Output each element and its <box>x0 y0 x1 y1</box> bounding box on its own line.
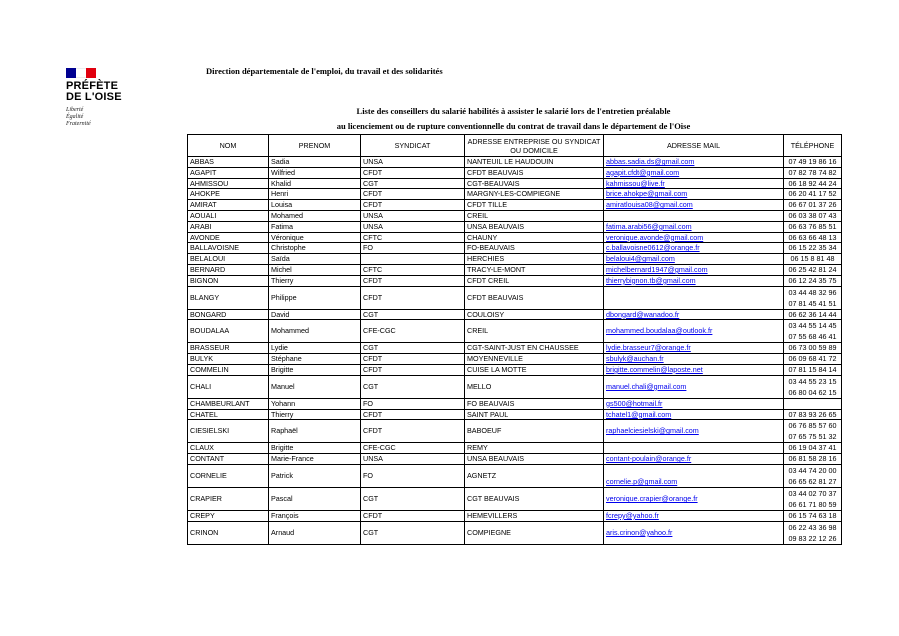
telephone-number: 06 15 8 81 48 <box>790 254 835 264</box>
cell-adresse: CHAUNY <box>465 232 604 243</box>
cell-syndicat: CFDT <box>361 420 465 443</box>
cell-mail[interactable]: lydie.brasseur7@orange.fr <box>604 343 784 354</box>
telephone-number: 06 25 42 81 24 <box>788 264 837 274</box>
cell-nom: CHAMBEURLANT <box>188 398 269 409</box>
cell-mail[interactable]: kahmissou@live.fr <box>604 178 784 189</box>
cell-prenom: Raphaël <box>269 420 361 443</box>
cell-nom: BERNARD <box>188 264 269 275</box>
table-row <box>188 354 842 365</box>
cell-syndicat: CFDT <box>361 354 465 365</box>
telephone-number: 07 65 75 51 32 <box>788 432 837 442</box>
table-row <box>188 398 842 409</box>
cell-telephone <box>784 409 842 420</box>
table-row <box>188 521 842 544</box>
cell-nom: BALLAVOISNE <box>188 243 269 254</box>
table-row <box>188 343 842 354</box>
cell-prenom: Henri <box>269 189 361 200</box>
table-row <box>188 364 842 375</box>
cell-adresse: HEMEVILLERS <box>465 510 604 521</box>
cell-telephone <box>784 464 842 487</box>
telephone-number: 06 80 04 62 15 <box>788 387 837 397</box>
telephone-number: 03 44 55 23 15 <box>788 376 837 386</box>
table-row <box>188 409 842 420</box>
advisors-table <box>187 134 842 545</box>
cell-telephone <box>784 521 842 544</box>
cell-telephone <box>784 320 842 343</box>
table-row <box>188 221 842 232</box>
cell-nom: CHATEL <box>188 409 269 420</box>
telephone-number: 09 83 22 12 26 <box>788 533 837 543</box>
cell-telephone <box>784 221 842 232</box>
cell-syndicat: CFDT <box>361 409 465 420</box>
cell-syndicat: UNSA <box>361 221 465 232</box>
cell-nom: AGAPIT <box>188 167 269 178</box>
cell-adresse: SAINT PAUL <box>465 409 604 420</box>
cell-mail[interactable]: michelbernard1947@gmail.com <box>604 264 784 275</box>
cell-telephone <box>784 264 842 275</box>
telephone-number: 07 82 78 74 82 <box>788 167 837 177</box>
cell-syndicat: CFDT <box>361 510 465 521</box>
cell-telephone <box>784 364 842 375</box>
cell-adresse: CREIL <box>465 210 604 221</box>
telephone-number: 07 55 68 46 41 <box>788 332 837 342</box>
cell-syndicat: CFTC <box>361 232 465 243</box>
cell-mail[interactable]: veronique.avonde@gmail.com <box>604 232 784 243</box>
cell-adresse: CGT BEAUVAIS <box>465 487 604 510</box>
table-row <box>188 454 842 465</box>
cell-syndicat: UNSA <box>361 210 465 221</box>
telephone-number: 03 44 02 70 37 <box>788 488 837 498</box>
column-header-nom: NOM <box>188 135 269 157</box>
cell-syndicat: FO <box>361 398 465 409</box>
telephone-number: 06 22 43 36 98 <box>788 522 837 532</box>
cell-telephone <box>784 510 842 521</box>
cell-adresse: MOYENNEVILLE <box>465 354 604 365</box>
cell-mail[interactable]: veronique.crapier@orange.fr <box>604 487 784 510</box>
cell-prenom: Sadia <box>269 157 361 168</box>
cell-prenom: François <box>269 510 361 521</box>
direction-title: Direction départementale de l'emploi, du travail et des solidarités <box>206 66 443 76</box>
cell-telephone <box>784 200 842 211</box>
cell-syndicat: CGT <box>361 521 465 544</box>
cell-prenom: Thierry <box>269 275 361 286</box>
cell-mail[interactable]: raphaelciesielski@gmail.com <box>604 420 784 443</box>
cell-syndicat: FO <box>361 243 465 254</box>
cell-prenom: Mohamed <box>269 210 361 221</box>
cell-telephone <box>784 398 842 409</box>
table-row <box>188 275 842 286</box>
document-title-line1: Liste des conseillers du salarié habilités à assister le salarié lors de l'entretien préalable <box>356 106 671 116</box>
cell-syndicat: FO <box>361 464 465 487</box>
cell-mail[interactable]: cornelie.p@gmail.com <box>604 464 784 487</box>
cell-mail[interactable]: c.ballavoisne0612@orange.fr <box>604 243 784 254</box>
cell-nom: BONGARD <box>188 309 269 320</box>
column-header-telephone: TÉLÉPHONE <box>784 135 842 157</box>
cell-mail[interactable]: abbas.sadia.ds@gmail.com <box>604 157 784 168</box>
cell-syndicat: UNSA <box>361 157 465 168</box>
prefecture-logo <box>66 68 146 128</box>
telephone-number: 07 49 19 86 16 <box>788 157 837 166</box>
cell-adresse: HERCHIES <box>465 254 604 265</box>
cell-syndicat <box>361 254 465 265</box>
telephone-number: 06 73 00 59 89 <box>788 343 837 353</box>
cell-adresse: AGNETZ <box>465 464 604 487</box>
cell-prenom: Saïda <box>269 254 361 265</box>
cell-mail[interactable]: thierrybignon.tb@gmail.com <box>604 275 784 286</box>
cell-adresse: CREIL <box>465 320 604 343</box>
telephone-number: 06 67 01 37 26 <box>788 200 837 210</box>
cell-nom: BRASSEUR <box>188 343 269 354</box>
cell-syndicat: UNSA <box>361 454 465 465</box>
telephone-number: 06 81 58 28 16 <box>788 454 837 464</box>
column-header-syndicat: SYNDICAT <box>361 135 465 157</box>
cell-telephone <box>784 254 842 265</box>
cell-nom: CONTANT <box>188 454 269 465</box>
cell-adresse: REMY <box>465 443 604 454</box>
table-row <box>188 243 842 254</box>
telephone-number: 07 81 45 41 51 <box>788 298 837 308</box>
table-row <box>188 375 842 398</box>
cell-prenom: Marie-France <box>269 454 361 465</box>
cell-adresse: CFDT TILLE <box>465 200 604 211</box>
telephone-number: 06 15 22 35 34 <box>788 243 837 253</box>
cell-telephone <box>784 243 842 254</box>
cell-prenom: Thierry <box>269 409 361 420</box>
cell-prenom: Yohann <box>269 398 361 409</box>
cell-prenom: Philippe <box>269 286 361 309</box>
table-row <box>188 464 842 487</box>
cell-telephone <box>784 275 842 286</box>
cell-adresse: BABOEUF <box>465 420 604 443</box>
telephone-number: 06 18 92 44 24 <box>788 178 837 188</box>
cell-mail <box>604 443 784 454</box>
republic-motto <box>66 107 146 128</box>
cell-prenom: Patrick <box>269 464 361 487</box>
cell-nom: COMMELIN <box>188 364 269 375</box>
table-row <box>188 443 842 454</box>
cell-telephone <box>784 420 842 443</box>
table-row <box>188 178 842 189</box>
table-row <box>188 487 842 510</box>
cell-adresse: MELLO <box>465 375 604 398</box>
cell-nom: CHALI <box>188 375 269 398</box>
cell-mail[interactable]: tchatel1@gmail.com <box>604 409 784 420</box>
cell-mail[interactable]: contant-poulain@orange.fr <box>604 454 784 465</box>
logo-line1: PRÉFÈTE <box>66 80 119 92</box>
tricolor-flag-icon <box>66 68 96 78</box>
cell-telephone <box>784 354 842 365</box>
telephone-number: 06 62 36 14 44 <box>788 309 837 319</box>
cell-prenom: Manuel <box>269 375 361 398</box>
cell-syndicat: CFDT <box>361 200 465 211</box>
telephone-number: 06 09 68 41 72 <box>788 354 837 364</box>
telephone-number: 07 81 15 84 14 <box>788 364 837 374</box>
table-row <box>188 200 842 211</box>
cell-nom: AOUALI <box>188 210 269 221</box>
cell-mail[interactable]: belaloui4@gmail.com <box>604 254 784 265</box>
cell-nom: BOUDALAA <box>188 320 269 343</box>
telephone-number: 06 76 85 57 60 <box>788 421 837 431</box>
cell-prenom: Louisa <box>269 200 361 211</box>
cell-telephone <box>784 210 842 221</box>
cell-telephone <box>784 232 842 243</box>
table-row <box>188 210 842 221</box>
cell-adresse: CFDT BEAUVAIS <box>465 286 604 309</box>
cell-syndicat: CGT <box>361 487 465 510</box>
cell-mail[interactable]: dbongard@wanadoo.fr <box>604 309 784 320</box>
table-row <box>188 309 842 320</box>
cell-adresse: UNSA BEAUVAIS <box>465 454 604 465</box>
cell-telephone <box>784 375 842 398</box>
cell-mail <box>604 210 784 221</box>
cell-syndicat: CGT <box>361 178 465 189</box>
telephone-number: 06 63 66 48 13 <box>788 232 837 242</box>
cell-syndicat: CFDT <box>361 286 465 309</box>
cell-prenom: Pascal <box>269 487 361 510</box>
telephone-number: 03 44 55 14 45 <box>788 321 837 331</box>
cell-adresse: COULOISY <box>465 309 604 320</box>
cell-adresse: MARGNY-LES-COMPIEGNE <box>465 189 604 200</box>
table-row <box>188 320 842 343</box>
telephone-number: 06 12 24 35 75 <box>788 275 837 285</box>
cell-prenom: Michel <box>269 264 361 275</box>
cell-adresse: COMPIEGNE <box>465 521 604 544</box>
table-row <box>188 232 842 243</box>
cell-adresse: CGT-SAINT-JUST EN CHAUSSEE <box>465 343 604 354</box>
cell-nom: AHOKPE <box>188 189 269 200</box>
logo-line2: DE L'OISE <box>66 91 122 103</box>
cell-mail[interactable]: manuel.chali@gmail.com <box>604 375 784 398</box>
table-row <box>188 264 842 275</box>
cell-mail[interactable]: sbulyk@auchan.fr <box>604 354 784 365</box>
cell-syndicat: CFDT <box>361 364 465 375</box>
cell-nom: AHMISSOU <box>188 178 269 189</box>
cell-nom: CREPY <box>188 510 269 521</box>
cell-nom: CLAUX <box>188 443 269 454</box>
cell-telephone <box>784 443 842 454</box>
cell-adresse: CGT-BEAUVAIS <box>465 178 604 189</box>
telephone-number: 03 44 74 20 00 <box>788 465 837 475</box>
motto-liberte: Liberté <box>66 107 84 113</box>
cell-nom: ARABI <box>188 221 269 232</box>
cell-prenom: Christophe <box>269 243 361 254</box>
cell-syndicat: CFE-CGC <box>361 443 465 454</box>
cell-prenom: Arnaud <box>269 521 361 544</box>
cell-adresse: UNSA BEAUVAIS <box>465 221 604 232</box>
cell-mail <box>604 286 784 309</box>
cell-syndicat: CFDT <box>361 167 465 178</box>
cell-nom: CORNELIE <box>188 464 269 487</box>
cell-mail[interactable]: mohammed.boudalaa@outlook.fr <box>604 320 784 343</box>
cell-prenom: Wilfried <box>269 167 361 178</box>
cell-adresse: NANTEUIL LE HAUDOUIN <box>465 157 604 168</box>
cell-nom: BIGNON <box>188 275 269 286</box>
cell-nom: BULYK <box>188 354 269 365</box>
cell-adresse: CFDT BEAUVAIS <box>465 167 604 178</box>
cell-prenom: Fatima <box>269 221 361 232</box>
cell-mail[interactable]: aris.crinon@yahoo.fr <box>604 521 784 544</box>
cell-prenom: Brigitte <box>269 364 361 375</box>
telephone-number: 06 65 62 81 27 <box>788 476 837 486</box>
cell-syndicat: CFTC <box>361 264 465 275</box>
table-row <box>188 510 842 521</box>
cell-telephone <box>784 189 842 200</box>
cell-telephone <box>784 178 842 189</box>
column-header-prenom: PRENOM <box>269 135 361 157</box>
cell-syndicat: CFE-CGC <box>361 320 465 343</box>
table-body <box>188 157 842 545</box>
cell-adresse: FO BEAUVAIS <box>465 398 604 409</box>
cell-mail[interactable]: brigitte.commelin@laposte.net <box>604 364 784 375</box>
cell-nom: CRINON <box>188 521 269 544</box>
telephone-number: 06 63 76 85 51 <box>788 221 837 231</box>
motto-egalite: Égalité <box>66 114 84 120</box>
cell-syndicat: CGT <box>361 375 465 398</box>
cell-mail[interactable]: brice.ahokpe@gmail.com <box>604 189 784 200</box>
cell-mail[interactable]: agapit.cfdt@gmail.com <box>604 167 784 178</box>
document-title-line2: au licenciement ou de rupture conventionnelle du contrat de travail dans le département de l'Oise <box>336 121 691 131</box>
table-row <box>188 254 842 265</box>
cell-nom: BELALOUI <box>188 254 269 265</box>
cell-telephone <box>784 167 842 178</box>
column-header-adresse: ADRESSE ENTREPRISE OU SYNDICAT OU DOMICILE <box>465 135 604 157</box>
cell-syndicat: CGT <box>361 343 465 354</box>
cell-prenom: Mohammed <box>269 320 361 343</box>
telephone-number: 06 61 71 80 59 <box>788 499 837 509</box>
cell-telephone <box>784 487 842 510</box>
cell-syndicat: CGT <box>361 309 465 320</box>
cell-prenom: Véronique <box>269 232 361 243</box>
cell-prenom: Khalid <box>269 178 361 189</box>
cell-prenom: Brigitte <box>269 443 361 454</box>
cell-syndicat: CFDT <box>361 275 465 286</box>
cell-nom: CIESIELSKI <box>188 420 269 443</box>
table-row <box>188 420 842 443</box>
cell-nom: ABBAS <box>188 157 269 168</box>
cell-mail[interactable]: fatima.arabi56@gmail.com <box>604 221 784 232</box>
table-row <box>188 189 842 200</box>
table-row <box>188 286 842 309</box>
telephone-number: 06 03 38 07 43 <box>788 210 837 220</box>
table-header-row <box>188 135 842 157</box>
cell-syndicat: CFDT <box>361 189 465 200</box>
cell-telephone <box>784 454 842 465</box>
telephone-number: 03 44 48 32 96 <box>788 287 837 297</box>
cell-adresse: FO-BEAUVAIS <box>465 243 604 254</box>
cell-nom: BLANGY <box>188 286 269 309</box>
cell-prenom: David <box>269 309 361 320</box>
cell-telephone <box>784 286 842 309</box>
telephone-number: 07 83 93 26 65 <box>788 409 837 419</box>
motto-fraternite: Fraternité <box>66 121 91 127</box>
table-row <box>188 157 842 168</box>
cell-mail[interactable]: gs500@hotmail.fr <box>604 398 784 409</box>
telephone-number: 06 20 41 17 52 <box>788 189 837 199</box>
cell-prenom: Stéphane <box>269 354 361 365</box>
cell-telephone <box>784 157 842 168</box>
cell-mail[interactable]: amiratlouisa08@gmail.com <box>604 200 784 211</box>
cell-prenom: Lydie <box>269 343 361 354</box>
cell-adresse: TRACY-LE-MONT <box>465 264 604 275</box>
cell-nom: AVONDE <box>188 232 269 243</box>
cell-nom: AMIRAT <box>188 200 269 211</box>
cell-adresse: CFDT CREIL <box>465 275 604 286</box>
cell-adresse: CUISE LA MOTTE <box>465 364 604 375</box>
cell-nom: CRAPIER <box>188 487 269 510</box>
cell-mail[interactable]: fcrepy@yahoo.fr <box>604 510 784 521</box>
telephone-number: 06 15 74 63 18 <box>788 510 837 520</box>
telephone-number: 06 19 04 37 41 <box>788 443 837 453</box>
cell-telephone <box>784 309 842 320</box>
table-row <box>188 167 842 178</box>
column-header-mail: ADRESSE MAIL <box>604 135 784 157</box>
cell-telephone <box>784 343 842 354</box>
